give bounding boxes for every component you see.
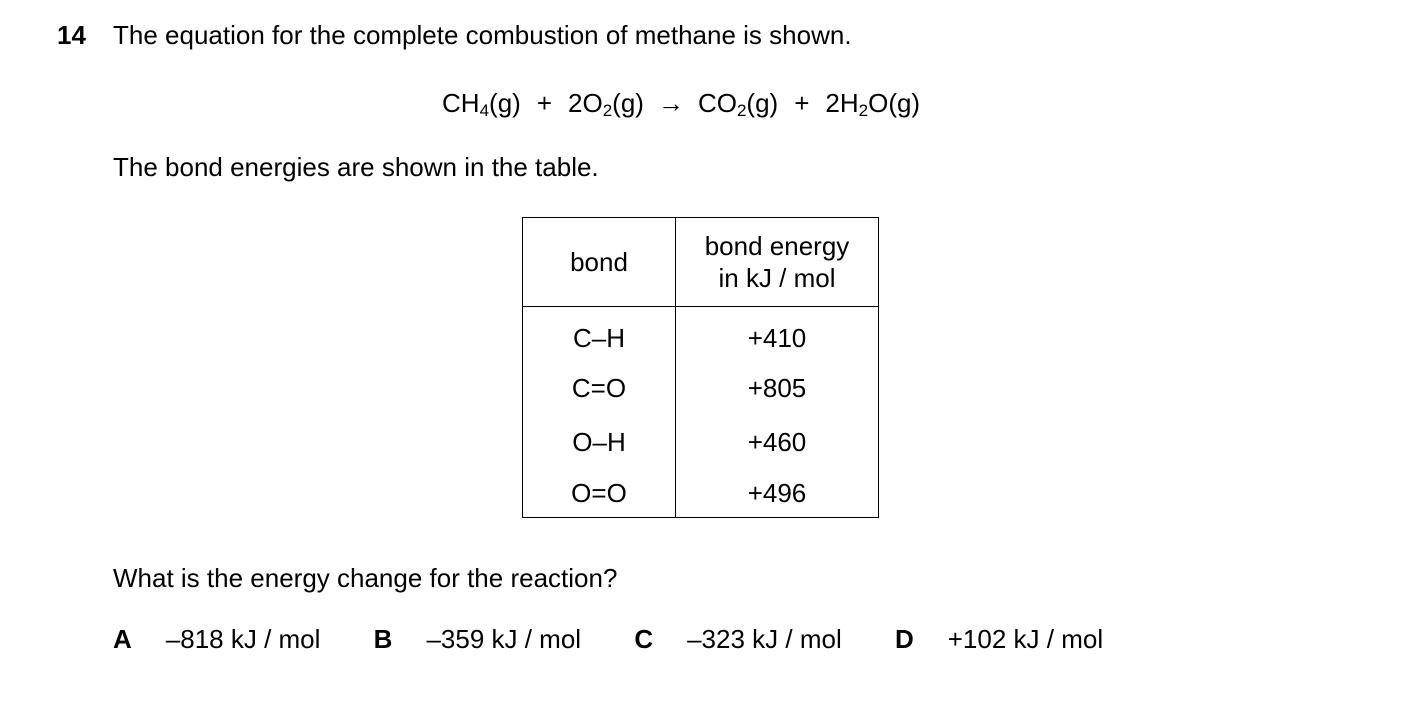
reactant-methane: $CH_4(g)$ (442, 88, 521, 120)
bond-energy-table (522, 217, 879, 518)
question-intro: The equation for the complete combustion of methane is shown. (113, 20, 852, 50)
energy-cell: +496 (676, 469, 879, 518)
option-letter: C (634, 624, 654, 654)
table-row (523, 307, 879, 362)
energy-cell: +805 (676, 361, 879, 415)
option-b[interactable] (374, 624, 635, 654)
option-a[interactable] (113, 624, 374, 654)
chemical-equation (442, 88, 920, 119)
bond-cell: C=O (523, 361, 676, 415)
answer-options (113, 624, 1149, 655)
bond-cell: C–H (523, 307, 676, 362)
option-letter: A (113, 624, 132, 654)
question-prompt: What is the energy change for the reaction? (113, 563, 618, 593)
table-intro: The bond energies are shown in the table. (113, 152, 599, 182)
plus-sign: + (536, 88, 552, 118)
option-value: –323 kJ / mol (687, 624, 842, 654)
energy-cell: +460 (676, 415, 879, 469)
product-water: $2H_2O(g)$ (825, 88, 921, 120)
option-value: –359 kJ / mol (426, 624, 582, 654)
option-letter: B (373, 624, 393, 654)
option-c[interactable] (634, 624, 895, 654)
product-carbon-dioxide: $CO_2(g)$ (697, 88, 779, 120)
option-value: +102 kJ / mol (947, 624, 1104, 654)
bond-cell: O–H (523, 415, 676, 469)
table-row (523, 361, 879, 415)
question-number: 14 (57, 20, 86, 50)
header-bond: bond (523, 218, 676, 307)
option-value: –818 kJ / mol (165, 624, 321, 654)
reactant-oxygen: $2O_2(g)$ (568, 88, 644, 120)
table-row (523, 469, 879, 518)
option-d[interactable] (895, 624, 1149, 654)
reaction-arrow-icon: → (657, 88, 684, 118)
energy-cell: +410 (676, 307, 879, 362)
bond-cell: O=O (523, 469, 676, 518)
plus-sign: + (794, 88, 810, 118)
option-letter: D (894, 624, 914, 654)
table-row (523, 415, 879, 469)
header-bond-energy: bond energy in kJ / mol (676, 218, 879, 307)
table-header-row (523, 218, 879, 307)
